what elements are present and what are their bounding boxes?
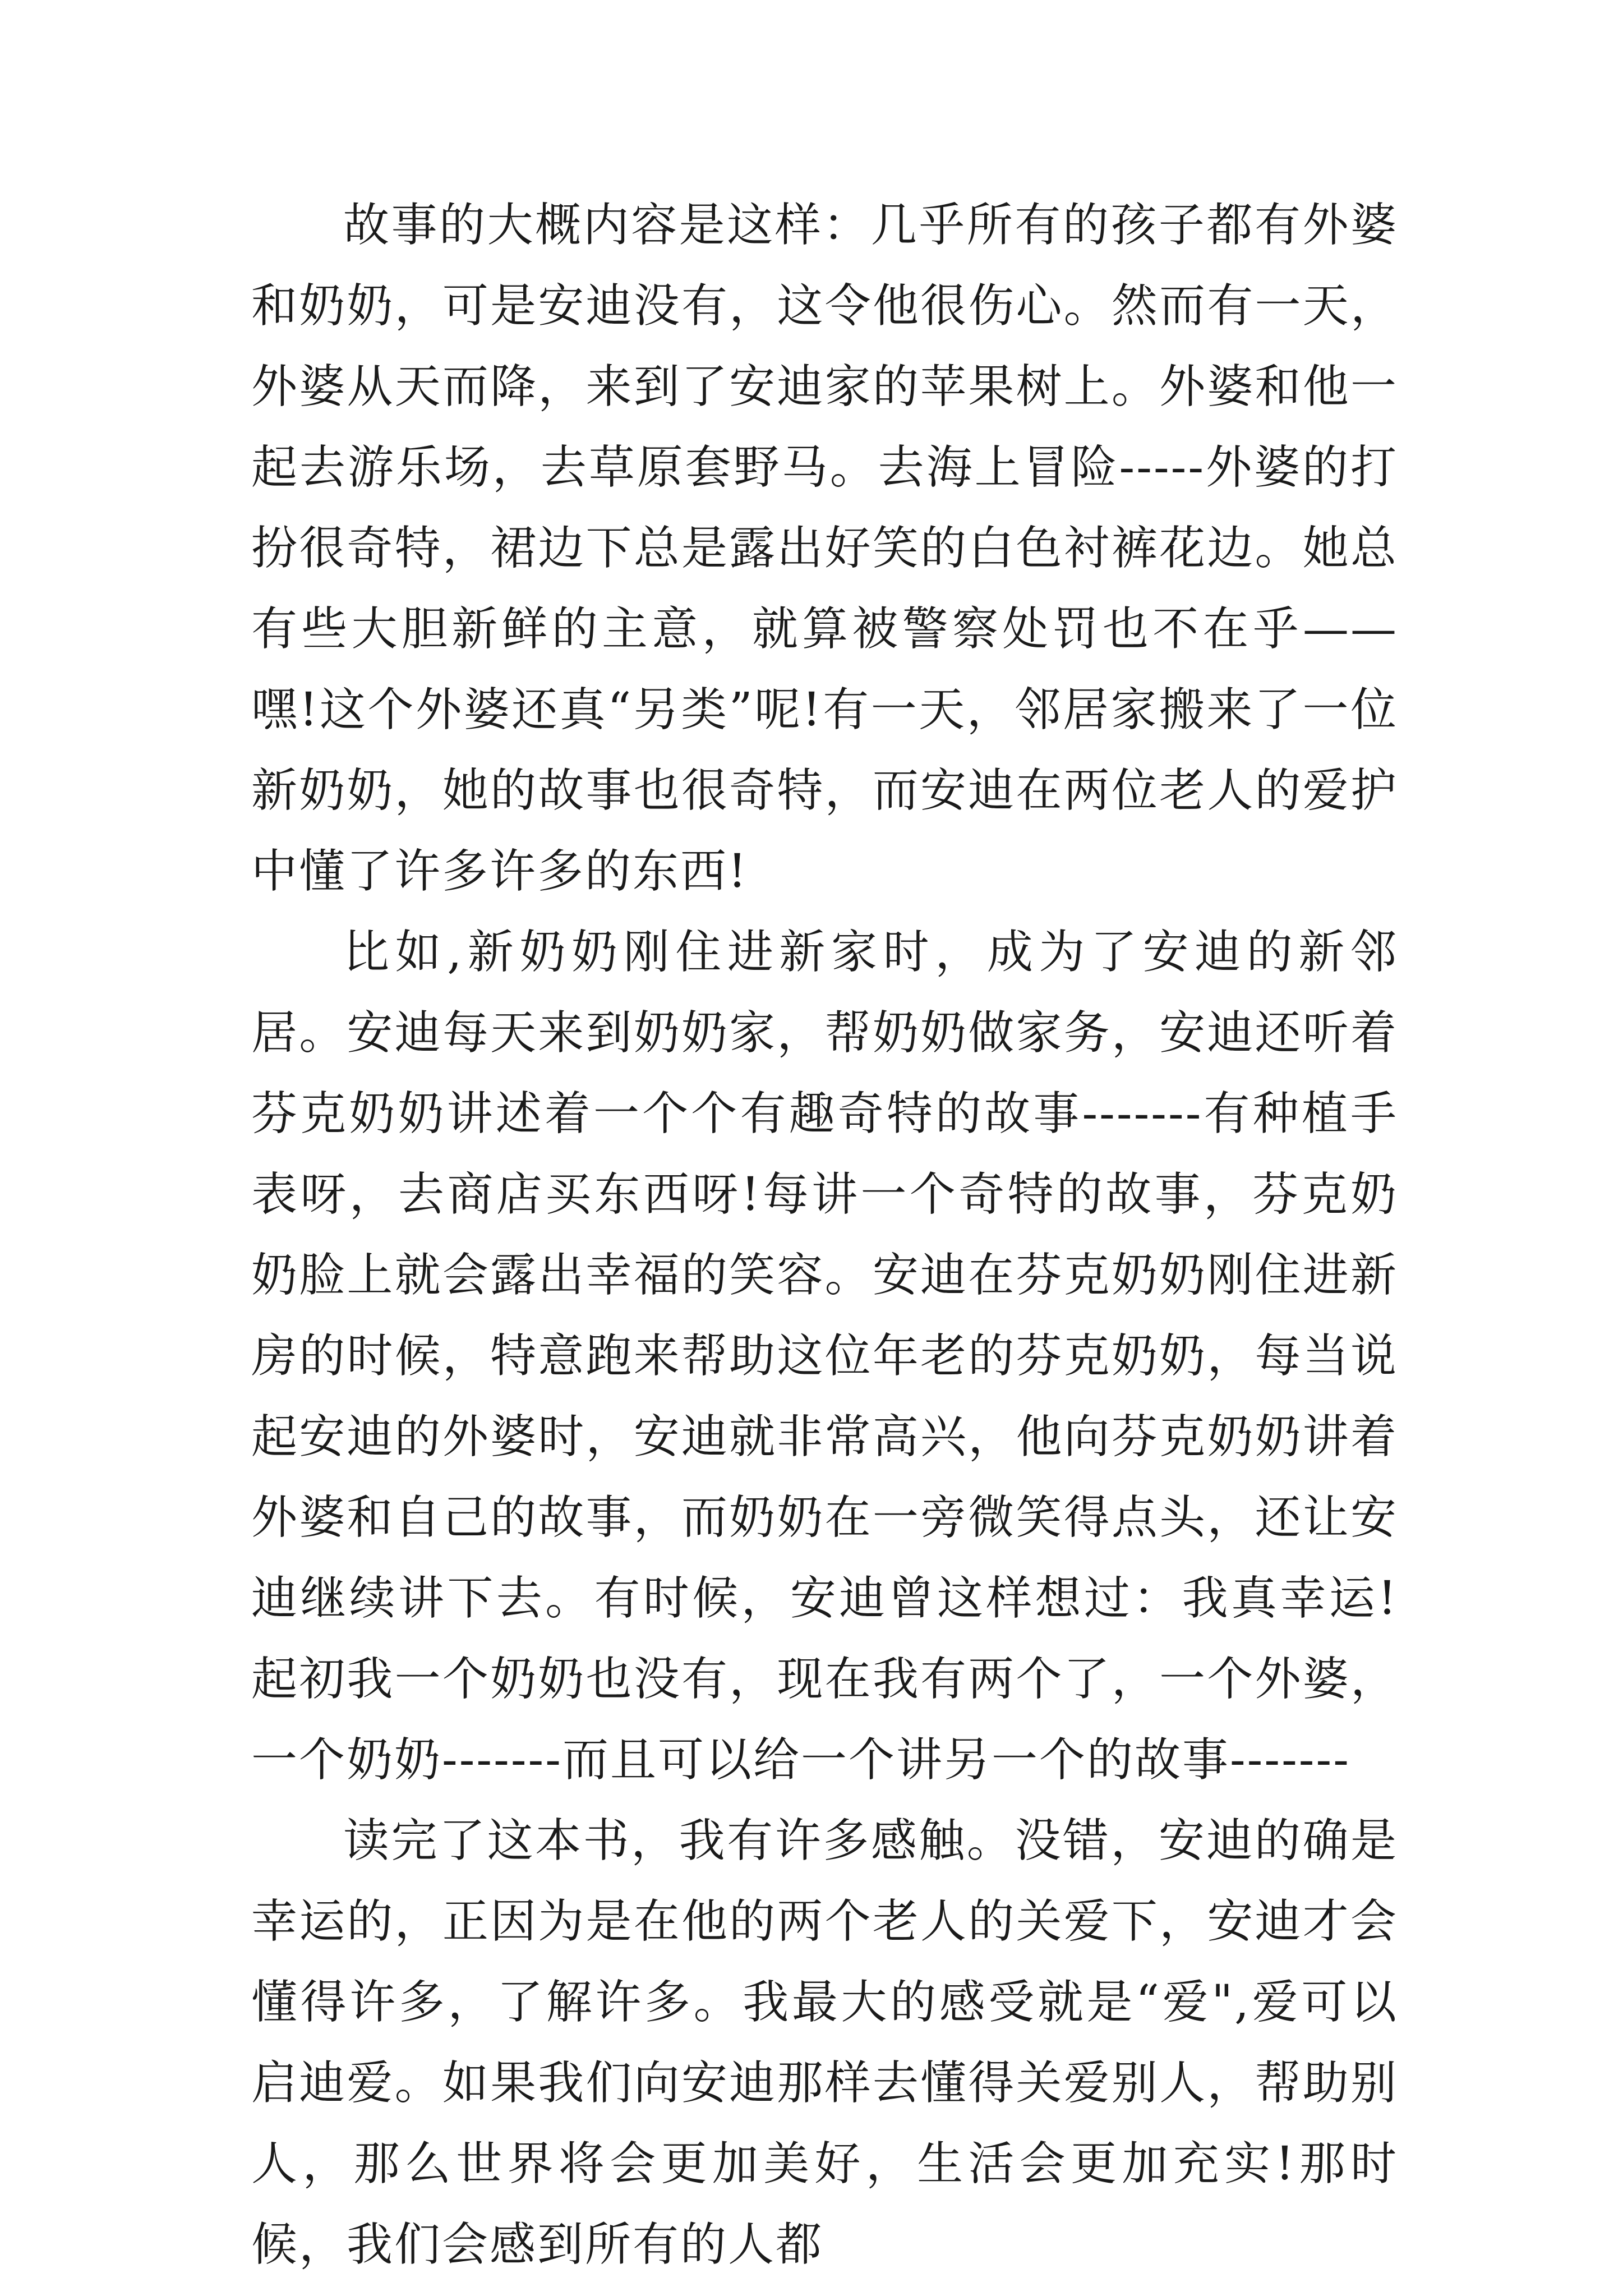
paragraph-reflection: 读完了这本书，我有许多感触。没错，安迪的确是幸运的，正因为是在他的两个老人的关爱下，安迪才会懂得许多，了解许多。我最大的感受就是“爱",爱可以启迪爱。如果我们向安迪那样去懂得关爱别人，帮助别人，那么世界将会更加美好，生活会更加充实!那时候，我们会感到所有的人都 — [251, 1814, 1398, 2271]
paragraph-story-summary: 故事的大概内容是这样：几乎所有的孩子都有外婆和奶奶，可是安迪没有，这令他很伤心。然而有一天，外婆从天而降，来到了安迪家的苹果树上。外婆和他一起去游乐场，去草原套野马。去海上冒险-----外婆的打扮很奇特，裙边下总是露出好笑的白色衬裤花边。她总有些大胆新鲜的主意，就算被警察处罚也不在乎——嘿!这个外婆还真“另类”呢!有一天，邻居家搬来了一位新奶奶，她的故事也很奇特，而安迪在两位老人的爱护中懂了许多许多的东西! — [251, 199, 1398, 898]
document-body — [251, 185, 1398, 2285]
paragraph-example: 比如,新奶奶刚住进新家时，成为了安迪的新邻居。安迪每天来到奶奶家，帮奶奶做家务，安迪还听着芬克奶奶讲述着一个个有趣奇特的故事-------有种植手表呀，去商店买东西呀!每讲一个奇特的故事，芬克奶奶脸上就会露出幸福的笑容。安迪在芬克奶奶刚住进新房的时候，特意跑来帮助这位年老的芬克奶奶，每当说起安迪的外婆时，安迪就非常高兴，他向芬克奶奶讲着外婆和自己的故事，而奶奶在一旁微笑得点头，还让安迪继续讲下去。有时候，安迪曾这样想过：我真幸运!起初我一个奶奶也没有，现在我有两个了，一个外婆，一个奶奶-------而且可以给一个讲另一个的故事------- — [251, 926, 1398, 1787]
